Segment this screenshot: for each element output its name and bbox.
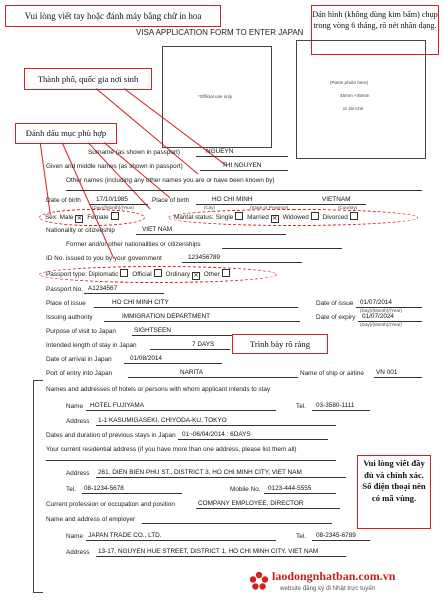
- given-line: [200, 170, 288, 171]
- mobile-line: [264, 493, 336, 494]
- purpose-value[interactable]: SIGHTSEEN: [134, 327, 171, 334]
- purpose-label: Purpose of visit to Japan: [46, 328, 116, 335]
- sex-female-checkbox[interactable]: [111, 212, 119, 220]
- dob-sub: (Day)/(Month)/(Year): [92, 205, 134, 210]
- hotel-address-line: [96, 425, 336, 426]
- hotel-name-line: [86, 410, 276, 411]
- section-border-top: [33, 380, 43, 381]
- ptype-diplomatic-checkbox[interactable]: [120, 269, 128, 277]
- employer-name-label: Name: [66, 533, 84, 540]
- employer-label: Name and address of employer: [46, 516, 136, 523]
- sex-row: [45, 212, 121, 223]
- res-tel-line: [82, 493, 182, 494]
- ptype-ordinary-label: Ordinary: [165, 271, 190, 278]
- marital-row: [174, 212, 360, 223]
- brand-site: laodongnhatban.com.vn: [272, 569, 396, 583]
- profession-label: Current profession or occupation and position: [46, 501, 175, 508]
- employer-tel-value[interactable]: 08-2345-6789: [316, 532, 356, 539]
- nationality-label: Nationality or citizenship: [46, 227, 115, 234]
- doe-label: Date of expiry: [316, 314, 356, 321]
- length-line: [150, 349, 230, 350]
- form-title: VISA APPLICATION FORM TO ENTER JAPAN: [136, 28, 304, 37]
- former-line: [222, 248, 342, 249]
- section-border-bottom: [33, 592, 43, 593]
- given-label: Given and middle names (as shown in passport): [46, 163, 183, 170]
- ship-label: Name of ship or airline: [300, 370, 364, 377]
- marital-divorced-checkbox[interactable]: [350, 212, 358, 220]
- ptype-label: Passport type:: [46, 271, 87, 278]
- ptype-ordinary-checkbox[interactable]: ✕: [193, 273, 199, 279]
- doi-value[interactable]: 01/07/2014: [360, 299, 392, 306]
- res-tel-value[interactable]: 08-1234-5678: [84, 485, 124, 492]
- res-tel-label: Tel.: [66, 486, 76, 493]
- sex-male-checkbox[interactable]: ✕: [76, 216, 82, 222]
- doi-label: Date of issue: [316, 300, 354, 307]
- section-border-left: [33, 380, 34, 592]
- hotel-tel-label: Tel.: [296, 403, 306, 410]
- marital-widowed-label: Widowed: [282, 214, 309, 221]
- sex-male-label: Male: [59, 214, 74, 221]
- pob-city-value[interactable]: HO CHI MINH: [212, 196, 253, 203]
- passno-line: [84, 293, 164, 294]
- nationality-value[interactable]: VIET NAM: [142, 226, 173, 233]
- port-line: [128, 377, 298, 378]
- marital-single-checkbox[interactable]: [235, 212, 243, 220]
- brand-logo: [248, 570, 270, 592]
- employer-tel-line: [312, 540, 370, 541]
- mobile-label: Mobile No.: [230, 486, 261, 493]
- photo-box-line2: 45mm ×45mm: [340, 93, 370, 98]
- hotel-name-label: Name: [66, 403, 84, 410]
- callout-handwrite: Vui lòng viết tay hoặc đánh máy bằng chữ in hoa: [5, 5, 221, 27]
- length-label: Intended length of stay in Japan: [46, 342, 137, 349]
- cherry-blossom-icon: [248, 570, 270, 592]
- pob-sub-state: (State or Province): [250, 205, 289, 210]
- employer-address-value[interactable]: 13-17, NGUYEN HUE STREET, DISTRICT 1, HO CHI MINH CITY, VIET NAM: [98, 548, 319, 555]
- pob-label: Place of birth: [152, 197, 190, 204]
- doe-value[interactable]: 01/07/2024: [362, 313, 394, 320]
- pob-sub-country: (Country): [338, 205, 358, 210]
- other-names-line: [66, 190, 422, 191]
- callout-city: Thành phố, quốc gia nơi sinh: [24, 68, 152, 90]
- marital-divorced-label: Divorced: [322, 214, 348, 221]
- passno-value[interactable]: A1234567: [88, 285, 118, 292]
- sex-label: Sex:: [45, 214, 58, 221]
- nationality-line: [136, 234, 286, 235]
- callout-clear: Trình bày rõ ràng: [232, 334, 328, 354]
- other-names-label: Other names (including any other names you are or have been known by): [66, 177, 275, 184]
- callout-detail: Vui lòng viết đầy đủ và chính xác. Số điện thoại nên có mã vùng.: [357, 455, 431, 529]
- prev-line: [178, 439, 328, 440]
- profession-value[interactable]: COMPANY EMPLOYEE, DIRECTOR: [198, 500, 304, 507]
- id-line: [182, 262, 302, 263]
- ptype-other-label: Other: [203, 271, 220, 278]
- hotel-tel-value[interactable]: 03-3580-1111: [316, 402, 355, 409]
- photo-box: [296, 40, 426, 159]
- poi-label: Place of issue: [46, 300, 86, 307]
- poi-value[interactable]: HO CHI MINH CITY: [112, 299, 169, 306]
- ptype-official-checkbox[interactable]: [154, 269, 162, 277]
- res-address-value[interactable]: 261, DIEN BIEN PHU ST., DISTRICT 3, HO CHI MINH CITY, VIET NAM: [98, 469, 302, 476]
- arrival-label: Date of arrival in Japan: [46, 356, 112, 363]
- arrival-line: [124, 363, 222, 364]
- prev-label: Dates and duration of previous stays in Japan: [46, 432, 176, 439]
- employer-tel-label: Tel.: [296, 533, 306, 540]
- photo-box-line3: or 2in×2in: [343, 106, 364, 111]
- ptype-other-checkbox[interactable]: [222, 269, 230, 277]
- official-use-label: *Official use only: [198, 94, 233, 99]
- profession-line: [196, 508, 340, 509]
- surname-value[interactable]: NGUEYN: [206, 148, 234, 155]
- mobile-value[interactable]: 0123-444-5555: [268, 485, 312, 492]
- callout-photo: Dán hình (không dùng kim bấm) chụp trong vòng 6 tháng, rõ nét nhãn dạng.: [311, 5, 439, 55]
- authority-label: Issuing authority: [46, 314, 93, 321]
- marital-married-checkbox[interactable]: ✕: [272, 216, 278, 222]
- dob-value[interactable]: 17/10/1985: [96, 196, 128, 203]
- surname-label: Surname (as shown in passport): [88, 149, 180, 156]
- employer-line: [142, 523, 332, 524]
- hotel-name-value[interactable]: HOTEL FUJIYAMA: [90, 402, 144, 409]
- employer-name-value[interactable]: JAPAN TRADE CO., LTD.: [88, 532, 162, 539]
- hotel-tel-line: [312, 410, 370, 411]
- hotel-address-label: Address: [66, 418, 90, 425]
- port-label: Port of entry into Japan: [46, 370, 113, 377]
- marital-widowed-checkbox[interactable]: [311, 212, 319, 220]
- ptype-official-label: Official: [132, 271, 152, 278]
- hotel-address-value[interactable]: 1-1 KASUMIGASEKI, CHIYODA-KU, TOKYO: [98, 417, 227, 424]
- sex-female-label: Female: [87, 214, 109, 221]
- passno-label: Passport No.: [46, 286, 83, 293]
- ship-line: [374, 377, 422, 378]
- hotels-label: Names and addresses of hotels or persons with whom applicant intends to stay: [46, 386, 271, 393]
- employer-address-line: [96, 556, 346, 557]
- passport-type-row: [46, 269, 232, 280]
- residential-label: Your current residential address (if you have more than one address, please list them all): [46, 446, 297, 453]
- arrival-value[interactable]: 01/08/2014: [130, 355, 162, 362]
- photo-box-line1: (Paste photo here): [330, 80, 369, 85]
- length-value[interactable]: 7 DAYS: [192, 341, 215, 348]
- id-label: ID No. issued to you by your government: [46, 255, 162, 262]
- former-label: Former and/or other nationalities or citizenships: [66, 241, 201, 248]
- id-value[interactable]: 123456789: [188, 254, 220, 261]
- doi-sub: (Day)/(Month)/(Year): [360, 308, 402, 313]
- residential-line-1: [46, 460, 336, 461]
- poi-line: [94, 307, 298, 308]
- dob-label: Date of birth: [46, 197, 81, 204]
- brand-tagline: website đăng ký đi Nhật trực tuyến: [280, 585, 376, 592]
- ptype-diplomatic-label: Diplomatic: [88, 271, 119, 278]
- marital-married-label: Married: [247, 214, 269, 221]
- ship-value[interactable]: VN 001: [376, 369, 398, 376]
- authority-line: [104, 321, 300, 322]
- callout-mark: Đánh dấu mục phù hợp: [15, 123, 117, 144]
- given-value[interactable]: THI NGUYEN: [222, 162, 262, 169]
- res-address-label: Address: [66, 470, 90, 477]
- surname-line: [196, 156, 288, 157]
- authority-value[interactable]: IMMIGRATION DEPARTMENT: [122, 313, 211, 320]
- prev-value[interactable]: 01~06/04/2014 : 6DAYS: [182, 431, 251, 438]
- port-value[interactable]: NARITA: [180, 369, 203, 376]
- marital-single-label: Single: [215, 214, 234, 221]
- pob-country-value[interactable]: VIETNAM: [322, 196, 351, 203]
- pob-sub-city: (City): [204, 205, 215, 210]
- employer-name-line: [86, 540, 276, 541]
- marital-label: Marital status:: [174, 214, 214, 221]
- doe-sub: (Day)/(Month)/(Year): [360, 322, 402, 327]
- employer-address-label: Address: [66, 549, 90, 556]
- res-address-line: [96, 477, 346, 478]
